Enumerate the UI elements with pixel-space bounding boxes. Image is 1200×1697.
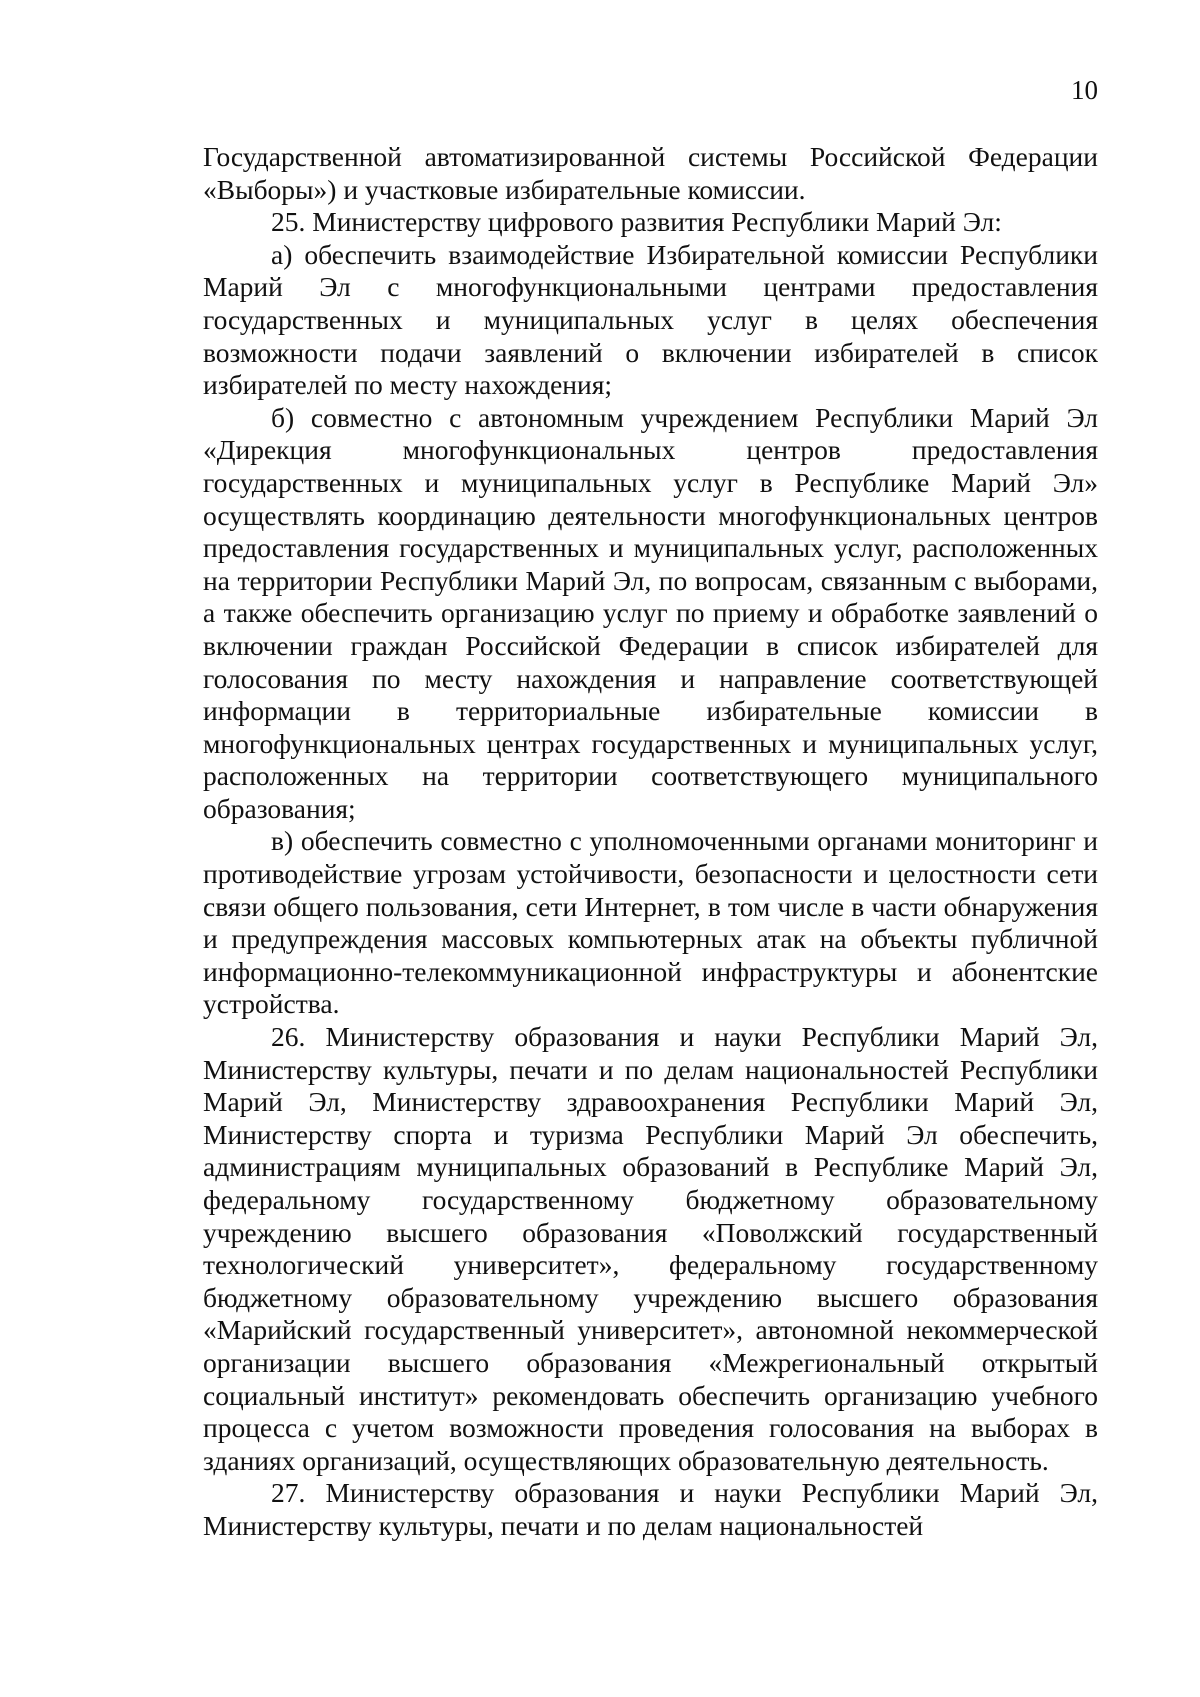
paragraph-item-27: 27. Министерству образования и науки Республики Марий Эл, Министерству культуры, печати и по делам национальностей — [203, 1477, 1098, 1541]
paragraph-item-26: 26. Министерству образования и науки Республики Марий Эл, Министерству культуры, печати и по делам национальностей Республики Марий Эл, Министерству здравоохранения Республики Марий Эл, Министерству спорта и туризма Республики Марий Эл обеспечить, администрациям муниципальных образований в Республике Марий Эл, федеральному государственному бюджетному образовательному учреждению высшего образования «Поволжский государственный технологический университет», федеральному государственному бюджетному образовательному учреждению высшего образования «Марийский государственный университет», автономной некоммерческой организации высшего образования «Межрегиональный открытый социальный институт» рекомендовать обеспечить организацию учебного процесса с учетом возможности проведения голосования на выборах в зданиях организаций, осуществляющих образовательную деятельность. — [203, 1021, 1098, 1476]
paragraph-item-25-v: в) обеспечить совместно с уполномоченными органами мониторинг и противодействие угрозам устойчивости, безопасности и целостности сети связи общего пользования, сети Интернет, в том числе в части обнаружения и предупреждения массовых компьютерных атак на объекты публичной информационно-телекоммуникационной инфраструктуры и абонентские устройства. — [203, 825, 1098, 1020]
paragraph-item-25: 25. Министерству цифрового развития Республики Марий Эл: — [271, 206, 1002, 238]
document-body — [203, 141, 1098, 1543]
paragraph-item-25-b: б) совместно с автономным учреждением Республики Марий Эл «Дирекция многофункциональных центров предоставления государственных и муниципальных услуг в Республике Марий Эл» осуществлять координацию деятельности многофункциональных центров предоставления государственных и муниципальных услуг, расположенных на территории Республики Марий Эл, по вопросам, связанным с выборами, а также обеспечить организацию услуг по приему и обработке заявлений о включении граждан Российской Федерации в список избирателей для голосования по месту нахождения и направление соответствующей информации в территориальные избирательные комиссии в многофункциональных центрах государственных и муниципальных услуг, расположенных на территории соответствующего муниципального образования; — [203, 401, 1098, 824]
paragraph-continuation: Государственной автоматизированной системы Российской Федерации «Выборы») и участковые избирательные комиссии. — [203, 141, 1098, 205]
paragraph-item-25-a: а) обеспечить взаимодействие Избирательной комиссии Республики Марий Эл с многофункциональными центрами предоставления государственных и муниципальных услуг в целях обеспечения возможности подачи заявлений о включении избирателей в список избирателей по месту нахождения; — [203, 238, 1098, 401]
page-number: 10 — [1071, 75, 1098, 105]
